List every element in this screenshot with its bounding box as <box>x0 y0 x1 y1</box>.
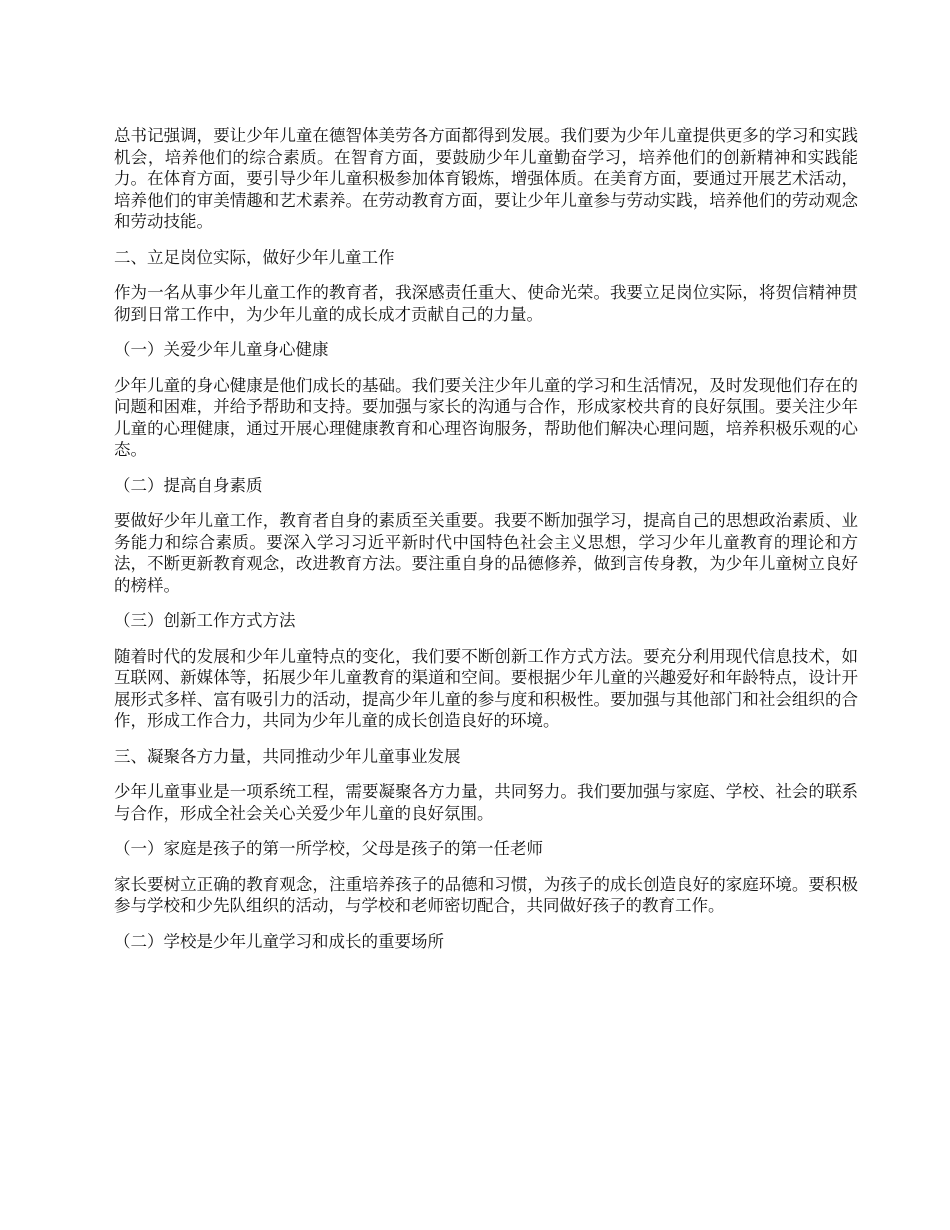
document-body <box>114 125 858 966</box>
section-heading: 三、凝聚各方力量，共同推动少年儿童事业发展 <box>114 746 461 766</box>
subsection-heading: （一）关爱少年儿童身心健康 <box>114 340 329 359</box>
paragraph: 少年儿童的身心健康是他们成长的基础。我们要关注少年儿童的学习和生活情况，及时发现他们存在的问题和困难，并给予帮助和支持。要加强与家长的沟通与合作，形成家校共育的良好氛围。要关注少年儿童的心理健康，通过开展心理健康教育和心理咨询服务，帮助他们解决心理问题，培养积极乐观的心态。 <box>114 375 858 459</box>
subsection-heading: （二）学校是少年儿童学习和成长的重要场所 <box>114 931 444 951</box>
subsection-heading: （三）创新工作方式方法 <box>114 611 296 630</box>
paragraph: 随着时代的发展和少年儿童特点的变化，我们要不断创新工作方式方法。要充分利用现代信息技术，如互联网、新媒体等，拓展少年儿童教育的渠道和空间。要根据少年儿童的兴趣爱好和年龄特点，设计开展形式多样、富有吸引力的活动，提高少年儿童的参与度和积极性。要加强与其他部门和社会组织的合作，形成工作合力，共同为少年儿童的成长创造良好的环境。 <box>114 646 858 730</box>
paragraph: 要做好少年儿童工作，教育者自身的素质至关重要。我要不断加强学习，提高自己的思想政治素质、业务能力和综合素质。要深入学习习近平新时代中国特色社会主义思想，学习少年儿童教育的理论和方法，不断更新教育观念，改进教育方法。要注重自身的品德修养，做到言传身教，为少年儿童树立良好的榜样。 <box>114 511 858 595</box>
paragraph: 少年儿童事业是一项系统工程，需要凝聚各方力量，共同努力。我们要加强与家庭、学校、社会的联系与合作，形成全社会关心关爱少年儿童的良好氛围。 <box>114 782 858 823</box>
subsection-heading: （一）家庭是孩子的第一所学校，父母是孩子的第一任老师 <box>114 839 543 858</box>
section-heading: 二、立足岗位实际，做好少年儿童工作 <box>114 247 395 267</box>
paragraph: 总书记强调，要让少年儿童在德智体美劳各方面都得到发展。我们要为少年儿童提供更多的学习和实践机会，培养他们的综合素质。在智育方面，要鼓励少年儿童勤奋学习，培养他们的创新精神和实践能力。在体育方面，要引导少年儿童积极参加体育锻炼，增强体质。在美育方面，要通过开展艺术活动，培养他们的审美情趣和艺术素养。在劳动教育方面，要让少年儿童参与劳动实践，培养他们的劳动观念和劳动技能。 <box>114 126 858 231</box>
subsection-heading: （二）提高自身素质 <box>114 475 263 495</box>
paragraph: 作为一名从事少年儿童工作的教育者，我深感责任重大、使命光荣。我要立足岗位实际，将贺信精神贯彻到日常工作中，为少年儿童的成长成才贡献自己的力量。 <box>114 283 858 324</box>
paragraph: 家长要树立正确的教育观念，注重培养孩子的品德和习惯，为孩子的成长创造良好的家庭环境。要积极参与学校和少先队组织的活动，与学校和老师密切配合，共同做好孩子的教育工作。 <box>114 874 858 915</box>
